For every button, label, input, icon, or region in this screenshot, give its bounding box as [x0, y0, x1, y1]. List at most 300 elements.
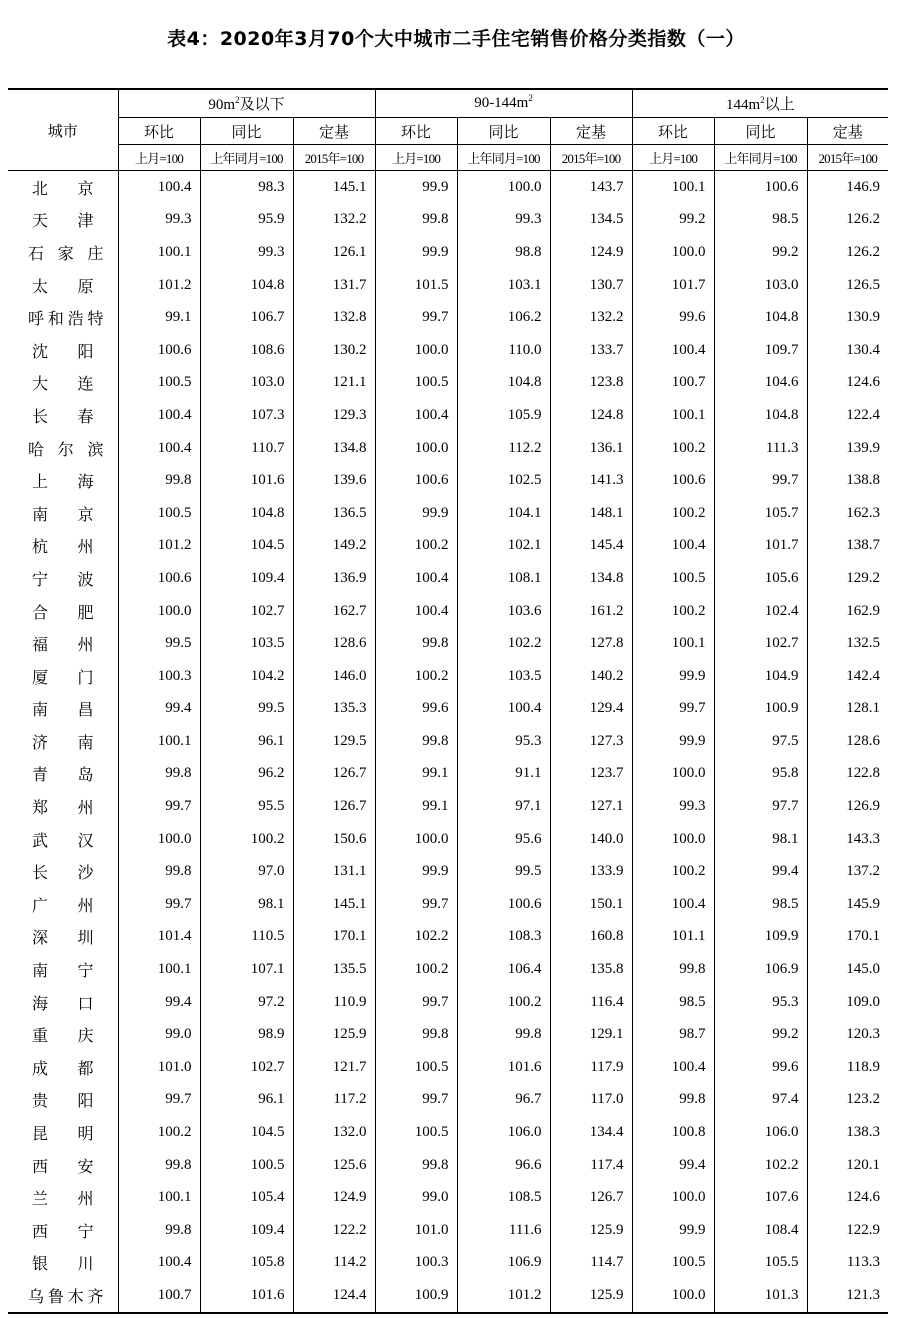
index-value: 100.2	[632, 497, 714, 530]
index-value: 108.3	[457, 921, 550, 954]
index-value: 114.2	[293, 1247, 375, 1280]
header-group-row	[8, 89, 888, 118]
index-value: 99.9	[375, 236, 457, 269]
index-value: 103.5	[200, 627, 293, 660]
city-name: 南宁	[32, 961, 94, 981]
index-value: 125.9	[293, 1018, 375, 1051]
index-value: 100.5	[118, 497, 200, 530]
index-value: 145.0	[807, 953, 888, 986]
index-value: 97.1	[457, 790, 550, 823]
city-name: 西安	[32, 1156, 94, 1176]
group-label-post: 以上	[764, 97, 795, 113]
index-value: 101.0	[118, 1051, 200, 1084]
city-name: 呼和浩特	[28, 309, 104, 329]
index-value: 132.0	[293, 1116, 375, 1149]
index-value: 100.4	[632, 530, 714, 563]
index-value: 98.5	[714, 888, 807, 921]
metric-header-mom: 环比	[118, 118, 200, 145]
index-value: 128.6	[293, 627, 375, 660]
index-value: 99.7	[375, 1084, 457, 1117]
index-value: 102.2	[457, 627, 550, 660]
index-value: 109.0	[807, 986, 888, 1019]
index-value: 132.2	[293, 204, 375, 237]
index-value: 101.0	[375, 1214, 457, 1247]
index-value: 104.6	[714, 367, 807, 400]
index-value: 122.4	[807, 399, 888, 432]
index-value: 124.9	[293, 1181, 375, 1214]
base-header-prev-year: 上年同月=100	[200, 145, 293, 171]
index-value: 137.2	[807, 855, 888, 888]
index-value: 99.8	[375, 1149, 457, 1182]
header-metric-row	[8, 118, 888, 145]
index-value: 143.7	[550, 171, 632, 204]
index-value: 102.2	[714, 1149, 807, 1182]
index-value: 98.1	[714, 823, 807, 856]
index-value: 97.5	[714, 725, 807, 758]
index-value: 100.6	[714, 171, 807, 204]
index-value: 124.6	[807, 367, 888, 400]
index-value: 100.2	[632, 855, 714, 888]
index-value: 99.9	[375, 855, 457, 888]
table-row	[8, 1051, 888, 1084]
city-name: 重庆	[32, 1026, 94, 1046]
table-row	[8, 790, 888, 823]
index-value: 118.9	[807, 1051, 888, 1084]
index-value: 99.3	[632, 790, 714, 823]
base-header-prev-year: 上年同月=100	[714, 145, 807, 171]
index-value: 139.6	[293, 464, 375, 497]
table-row	[8, 497, 888, 530]
index-value: 121.3	[807, 1279, 888, 1313]
index-value: 99.7	[375, 888, 457, 921]
index-value: 131.7	[293, 269, 375, 302]
index-value: 100.2	[457, 986, 550, 1019]
table-row	[8, 171, 888, 204]
index-value: 104.5	[200, 530, 293, 563]
table-row	[8, 562, 888, 595]
index-value: 100.0	[632, 1279, 714, 1313]
index-value: 100.7	[632, 367, 714, 400]
index-value: 136.1	[550, 432, 632, 465]
city-column-header: 城市	[8, 89, 118, 171]
index-value: 125.9	[550, 1279, 632, 1313]
metric-header-yoy: 同比	[457, 118, 550, 145]
index-value: 106.2	[457, 301, 550, 334]
index-value: 100.1	[632, 627, 714, 660]
index-value: 99.8	[118, 758, 200, 791]
index-value: 108.5	[457, 1181, 550, 1214]
group-header-small	[118, 89, 375, 118]
index-value: 99.8	[632, 953, 714, 986]
index-value: 100.2	[200, 823, 293, 856]
index-value: 101.5	[375, 269, 457, 302]
group-label-post: 及以下	[239, 97, 285, 113]
index-value: 101.2	[457, 1279, 550, 1313]
index-value: 126.2	[807, 236, 888, 269]
table-title: 表4：2020年3月70个大中城市二手住宅销售价格分类指数（一）	[167, 28, 745, 50]
index-value: 100.5	[632, 1247, 714, 1280]
index-value: 97.0	[200, 855, 293, 888]
index-value: 99.9	[375, 171, 457, 204]
index-value: 126.1	[293, 236, 375, 269]
index-value: 100.0	[457, 171, 550, 204]
index-value: 95.8	[714, 758, 807, 791]
index-value: 123.7	[550, 758, 632, 791]
index-value: 101.2	[118, 269, 200, 302]
index-value: 99.6	[714, 1051, 807, 1084]
base-header-prev-year: 上年同月=100	[457, 145, 550, 171]
index-value: 101.3	[714, 1279, 807, 1313]
table-row	[8, 1247, 888, 1280]
index-value: 102.2	[375, 921, 457, 954]
index-value: 100.6	[632, 464, 714, 497]
index-value: 100.4	[457, 693, 550, 726]
city-name: 合肥	[32, 602, 94, 622]
group-label-sup: 2	[528, 93, 533, 103]
index-value: 102.4	[714, 595, 807, 628]
index-value: 130.2	[293, 334, 375, 367]
index-value: 146.9	[807, 171, 888, 204]
city-name: 南京	[32, 504, 94, 524]
index-value: 101.2	[118, 530, 200, 563]
index-value: 99.7	[375, 301, 457, 334]
index-value: 100.5	[375, 1116, 457, 1149]
index-value: 96.2	[200, 758, 293, 791]
city-name: 济南	[32, 732, 94, 752]
index-value: 99.0	[375, 1181, 457, 1214]
table-row	[8, 334, 888, 367]
table-row	[8, 269, 888, 302]
index-value: 143.3	[807, 823, 888, 856]
index-value: 91.1	[457, 758, 550, 791]
index-value: 133.7	[550, 334, 632, 367]
index-value: 117.2	[293, 1084, 375, 1117]
index-value: 103.0	[714, 269, 807, 302]
index-value: 99.4	[632, 1149, 714, 1182]
index-value: 109.7	[714, 334, 807, 367]
index-value: 126.5	[807, 269, 888, 302]
index-value: 99.7	[632, 693, 714, 726]
index-value: 121.7	[293, 1051, 375, 1084]
city-name: 贵阳	[32, 1091, 94, 1111]
index-value: 150.6	[293, 823, 375, 856]
index-value: 132.5	[807, 627, 888, 660]
index-value: 170.1	[807, 921, 888, 954]
index-value: 95.3	[714, 986, 807, 1019]
index-value: 105.8	[200, 1247, 293, 1280]
index-value: 134.8	[550, 562, 632, 595]
city-name: 杭州	[32, 537, 94, 557]
index-value: 117.0	[550, 1084, 632, 1117]
index-value: 97.2	[200, 986, 293, 1019]
index-value: 114.7	[550, 1247, 632, 1280]
index-value: 100.6	[375, 464, 457, 497]
index-value: 98.5	[632, 986, 714, 1019]
index-value: 129.4	[550, 693, 632, 726]
index-value: 100.4	[632, 1051, 714, 1084]
index-value: 100.6	[457, 888, 550, 921]
index-value: 129.1	[550, 1018, 632, 1051]
index-value: 100.0	[118, 823, 200, 856]
index-value: 100.4	[375, 595, 457, 628]
index-value: 127.1	[550, 790, 632, 823]
index-value: 100.2	[375, 530, 457, 563]
city-name: 海口	[32, 993, 94, 1013]
index-value: 108.4	[714, 1214, 807, 1247]
index-value: 135.5	[293, 953, 375, 986]
index-value: 133.9	[550, 855, 632, 888]
index-value: 99.2	[714, 1018, 807, 1051]
index-value: 100.2	[375, 953, 457, 986]
index-value: 100.3	[375, 1247, 457, 1280]
metric-header-mom: 环比	[632, 118, 714, 145]
index-value: 99.8	[375, 204, 457, 237]
index-value: 99.9	[375, 497, 457, 530]
index-value: 140.2	[550, 660, 632, 693]
index-value: 100.6	[118, 562, 200, 595]
metric-header-yoy: 同比	[200, 118, 293, 145]
city-name: 上海	[32, 472, 94, 492]
index-value: 106.9	[714, 953, 807, 986]
index-value: 105.6	[714, 562, 807, 595]
index-value: 99.5	[118, 627, 200, 660]
index-value: 110.7	[200, 432, 293, 465]
index-value: 135.8	[550, 953, 632, 986]
index-value: 120.1	[807, 1149, 888, 1182]
index-value: 162.3	[807, 497, 888, 530]
table-row	[8, 399, 888, 432]
index-value: 126.7	[293, 790, 375, 823]
index-value: 97.7	[714, 790, 807, 823]
index-value: 100.2	[118, 1116, 200, 1149]
index-value: 101.6	[200, 464, 293, 497]
index-value: 141.3	[550, 464, 632, 497]
city-name: 武汉	[32, 830, 94, 850]
city-name: 银川	[32, 1254, 94, 1274]
index-value: 105.9	[457, 399, 550, 432]
metric-header-fixed-base: 定基	[550, 118, 632, 145]
index-value: 126.7	[293, 758, 375, 791]
index-value: 111.6	[457, 1214, 550, 1247]
index-value: 101.1	[632, 921, 714, 954]
index-value: 138.8	[807, 464, 888, 497]
index-value: 113.3	[807, 1247, 888, 1280]
index-value: 125.9	[550, 1214, 632, 1247]
index-value: 100.2	[375, 660, 457, 693]
index-value: 100.6	[118, 334, 200, 367]
table-row	[8, 595, 888, 628]
city-name: 青岛	[32, 765, 94, 785]
table-row	[8, 1214, 888, 1247]
index-value: 106.0	[714, 1116, 807, 1149]
index-value: 98.8	[457, 236, 550, 269]
index-value: 125.6	[293, 1149, 375, 1182]
city-name: 深圳	[32, 928, 94, 948]
index-value: 99.3	[118, 204, 200, 237]
index-value: 142.4	[807, 660, 888, 693]
city-name: 乌鲁木齐	[8, 1279, 118, 1313]
city-name: 天津	[32, 211, 94, 231]
index-value: 99.7	[714, 464, 807, 497]
index-value: 100.1	[632, 171, 714, 204]
index-value: 99.9	[632, 725, 714, 758]
index-value: 100.9	[714, 693, 807, 726]
table-row	[8, 1018, 888, 1051]
table-row	[8, 1279, 888, 1313]
index-value: 124.9	[550, 236, 632, 269]
city-name: 沈阳	[32, 341, 94, 361]
index-value: 111.3	[714, 432, 807, 465]
index-value: 99.4	[118, 986, 200, 1019]
index-value: 162.7	[293, 595, 375, 628]
index-value: 100.5	[375, 1051, 457, 1084]
index-value: 161.2	[550, 595, 632, 628]
index-value: 99.8	[632, 1084, 714, 1117]
index-value: 100.1	[118, 236, 200, 269]
index-value: 95.9	[200, 204, 293, 237]
index-value: 126.2	[807, 204, 888, 237]
index-value: 101.6	[200, 1279, 293, 1313]
index-value: 104.8	[457, 367, 550, 400]
index-value: 145.4	[550, 530, 632, 563]
index-value: 129.2	[807, 562, 888, 595]
index-value: 122.9	[807, 1214, 888, 1247]
table-row	[8, 1116, 888, 1149]
index-value: 99.0	[118, 1018, 200, 1051]
index-value: 108.1	[457, 562, 550, 595]
index-value: 124.8	[550, 399, 632, 432]
index-value: 123.2	[807, 1084, 888, 1117]
index-value: 100.5	[632, 562, 714, 595]
index-value: 138.3	[807, 1116, 888, 1149]
index-value: 99.6	[632, 301, 714, 334]
index-value: 100.1	[118, 953, 200, 986]
index-value: 128.6	[807, 725, 888, 758]
group-header-large	[632, 89, 888, 118]
index-value: 100.3	[118, 660, 200, 693]
index-value: 105.5	[714, 1247, 807, 1280]
index-value: 100.5	[375, 367, 457, 400]
index-value: 145.1	[293, 888, 375, 921]
metric-header-mom: 环比	[375, 118, 457, 145]
index-value: 104.9	[714, 660, 807, 693]
index-value: 100.4	[118, 171, 200, 204]
table-row	[8, 986, 888, 1019]
table-row	[8, 725, 888, 758]
index-value: 102.1	[457, 530, 550, 563]
index-value: 99.8	[118, 1149, 200, 1182]
index-value: 100.0	[375, 432, 457, 465]
city-name: 厦门	[32, 667, 94, 687]
index-value: 99.7	[118, 888, 200, 921]
index-value: 99.8	[118, 1214, 200, 1247]
index-value: 134.5	[550, 204, 632, 237]
index-value: 106.0	[457, 1116, 550, 1149]
index-value: 99.8	[118, 855, 200, 888]
index-value: 99.8	[118, 464, 200, 497]
table-row	[8, 660, 888, 693]
table-row	[8, 1181, 888, 1214]
index-value: 132.8	[293, 301, 375, 334]
index-value: 103.5	[457, 660, 550, 693]
table-row	[8, 236, 888, 269]
table-row	[8, 627, 888, 660]
index-value: 100.4	[632, 888, 714, 921]
city-name: 兰州	[32, 1189, 94, 1209]
index-value: 99.4	[714, 855, 807, 888]
city-name: 西宁	[32, 1221, 94, 1241]
index-value: 103.0	[200, 367, 293, 400]
index-value: 104.8	[200, 497, 293, 530]
index-value: 98.1	[200, 888, 293, 921]
index-value: 145.1	[293, 171, 375, 204]
index-value: 106.9	[457, 1247, 550, 1280]
index-value: 101.7	[714, 530, 807, 563]
index-value: 100.4	[118, 399, 200, 432]
table-row	[8, 888, 888, 921]
metric-header-fixed-base: 定基	[807, 118, 888, 145]
index-value: 170.1	[293, 921, 375, 954]
index-value: 162.9	[807, 595, 888, 628]
index-value: 100.2	[632, 432, 714, 465]
index-value: 140.0	[550, 823, 632, 856]
index-value: 110.5	[200, 921, 293, 954]
index-value: 96.7	[457, 1084, 550, 1117]
table-row	[8, 693, 888, 726]
metric-header-fixed-base: 定基	[293, 118, 375, 145]
table-row	[8, 432, 888, 465]
index-value: 107.3	[200, 399, 293, 432]
index-value: 131.1	[293, 855, 375, 888]
index-value: 126.9	[807, 790, 888, 823]
table-row	[8, 823, 888, 856]
index-value: 100.4	[118, 432, 200, 465]
index-value: 100.4	[375, 399, 457, 432]
group-label-sup: 2	[235, 95, 240, 105]
index-value: 107.1	[200, 953, 293, 986]
index-value: 136.5	[293, 497, 375, 530]
index-value: 99.1	[375, 758, 457, 791]
index-value: 100.1	[118, 1181, 200, 1214]
index-value: 99.3	[200, 236, 293, 269]
index-value: 99.8	[375, 627, 457, 660]
index-value: 98.3	[200, 171, 293, 204]
base-header-prev-month: 上月=100	[375, 145, 457, 171]
index-value: 101.4	[118, 921, 200, 954]
city-name: 南昌	[32, 700, 94, 720]
index-value: 112.2	[457, 432, 550, 465]
index-value: 96.6	[457, 1149, 550, 1182]
city-name: 大连	[32, 374, 94, 394]
table-row	[8, 204, 888, 237]
index-value: 120.3	[807, 1018, 888, 1051]
index-value: 104.8	[200, 269, 293, 302]
table-row	[8, 758, 888, 791]
index-value: 99.6	[375, 693, 457, 726]
index-value: 97.4	[714, 1084, 807, 1117]
index-value: 99.8	[375, 725, 457, 758]
index-value: 130.7	[550, 269, 632, 302]
index-value: 99.9	[632, 660, 714, 693]
index-value: 99.2	[632, 204, 714, 237]
index-value: 123.8	[550, 367, 632, 400]
group-label-pre: 90m	[208, 97, 236, 113]
index-value: 132.2	[550, 301, 632, 334]
index-value: 138.7	[807, 530, 888, 563]
index-value: 100.0	[632, 236, 714, 269]
price-index-table	[8, 88, 888, 1314]
index-value: 103.1	[457, 269, 550, 302]
